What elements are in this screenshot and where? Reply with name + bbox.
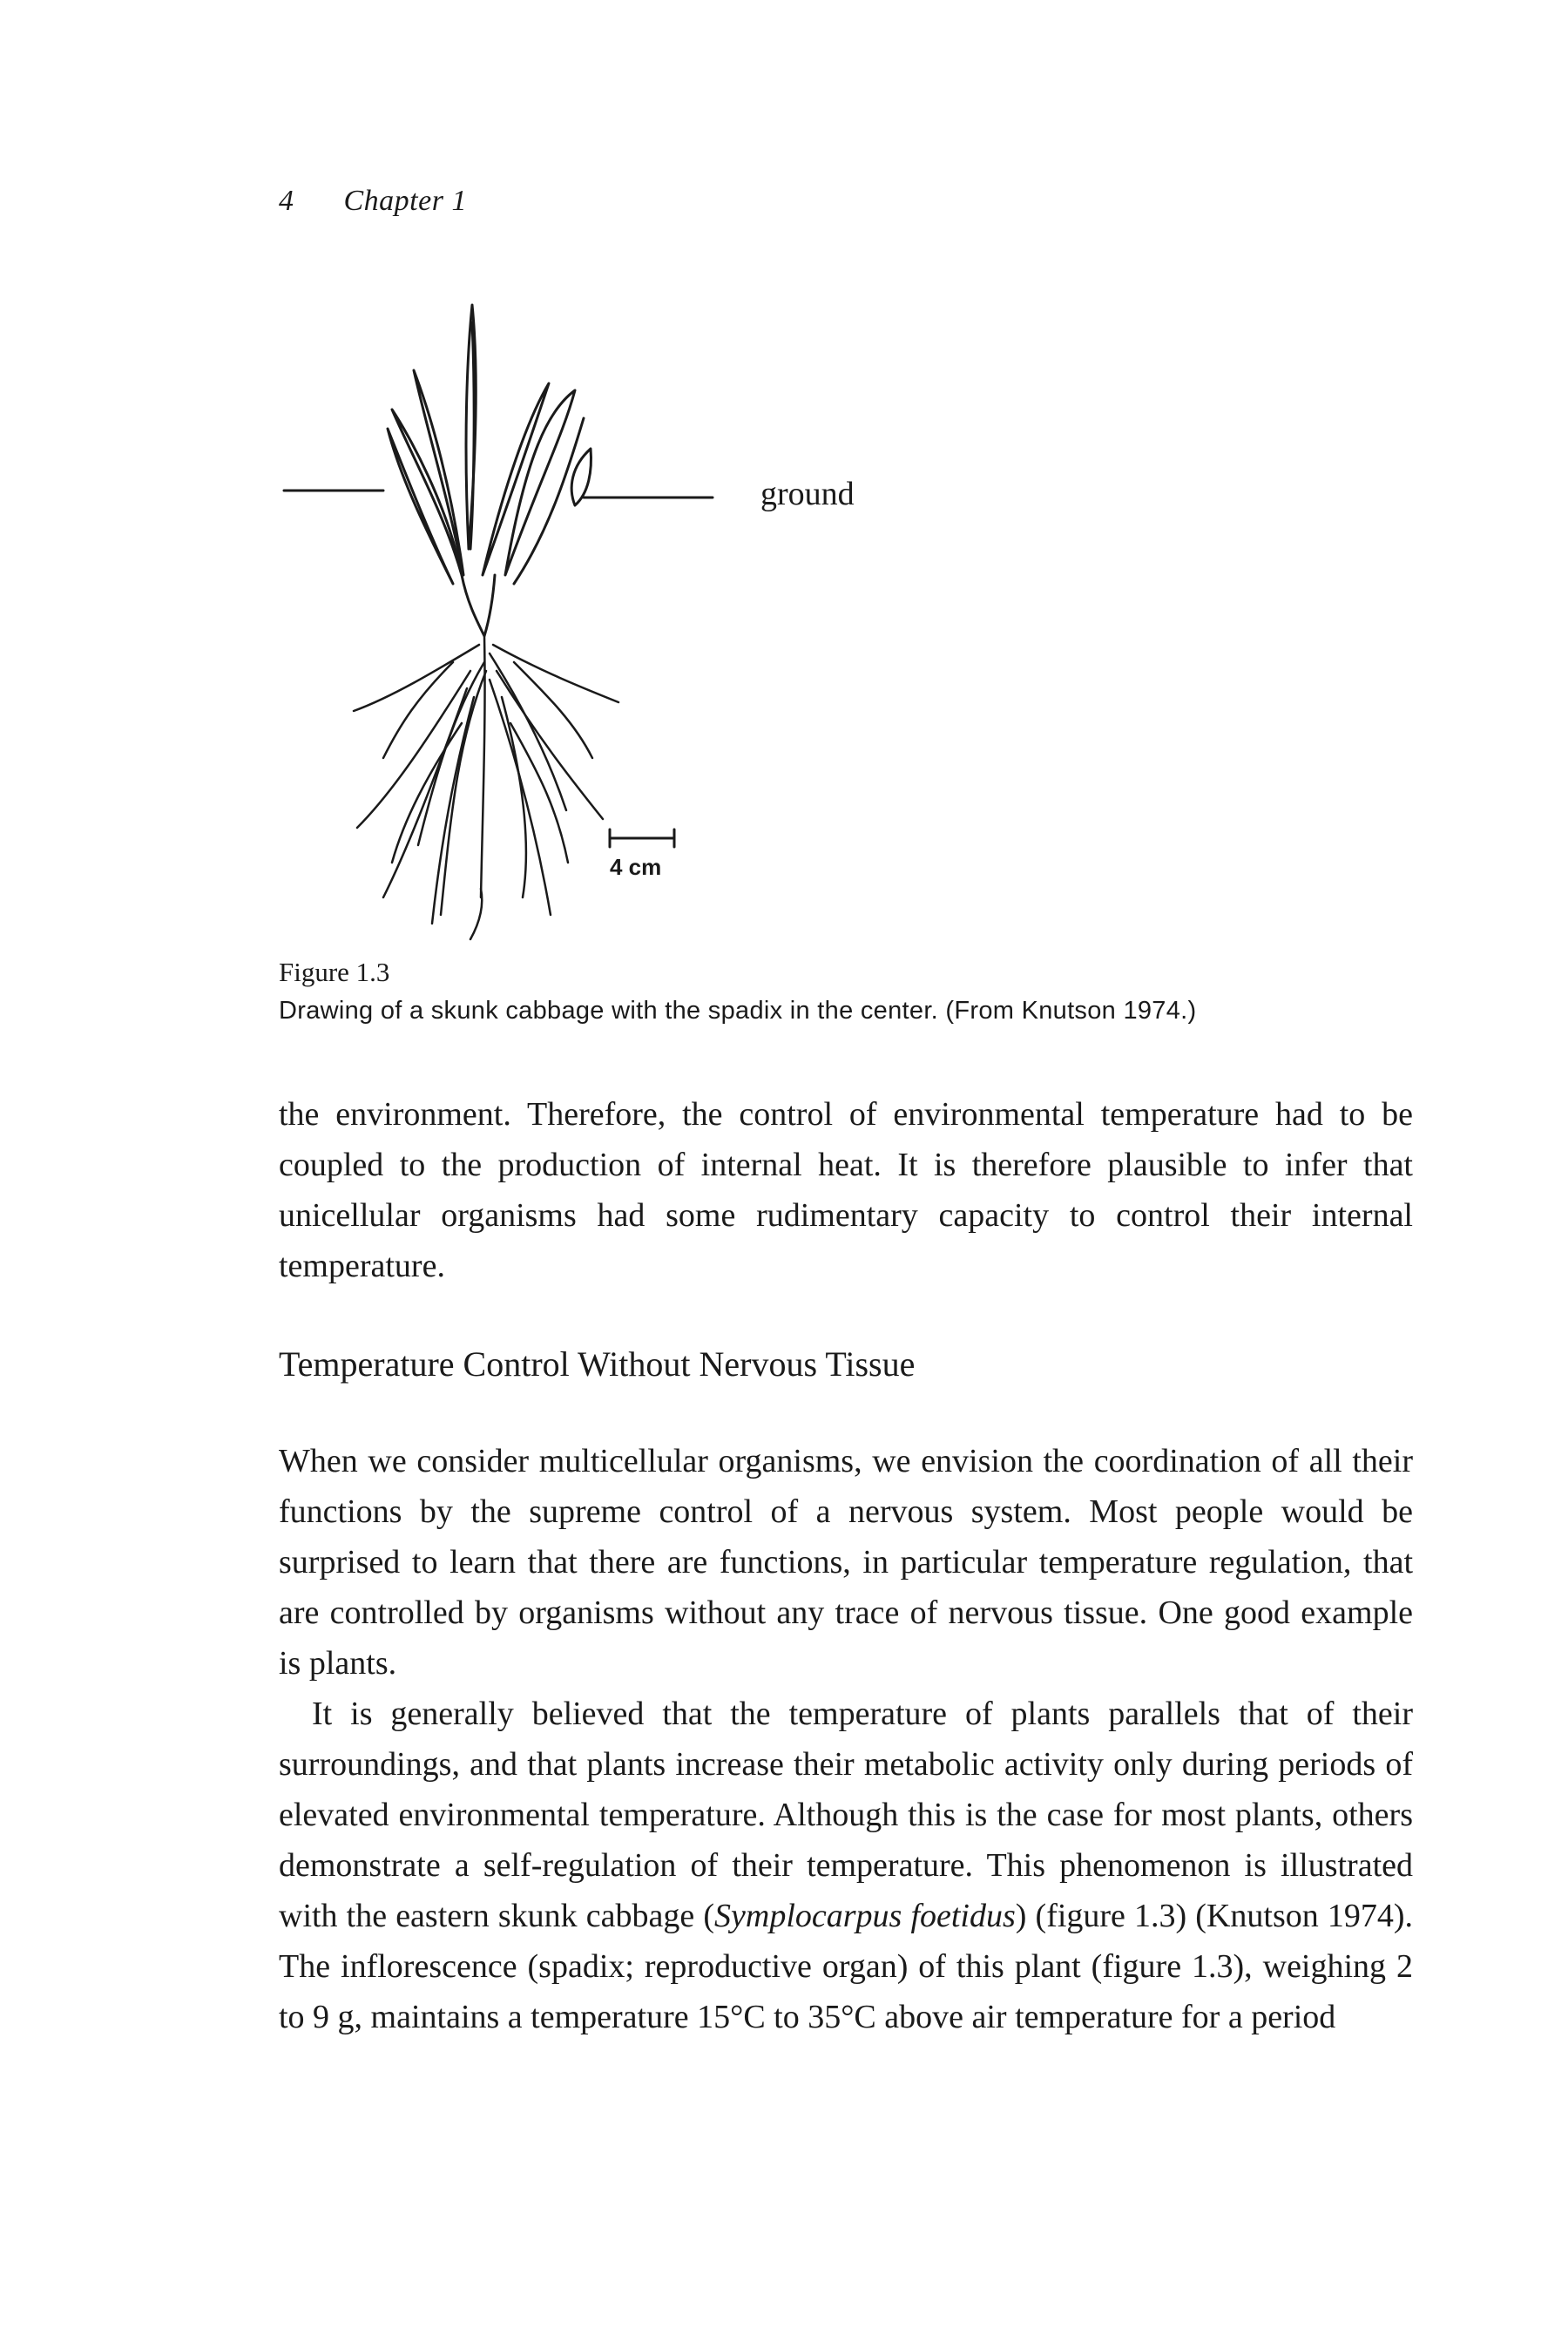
chapter-title: Chapter 1 [343,185,467,217]
figure-caption [279,953,1411,1030]
running-head [279,185,467,218]
paragraph-3 [279,1689,1413,2042]
leaves [388,305,591,636]
figure-description: Drawing of a skunk cabbage with the spadix in the center. (From Knutson 1974.) [279,997,1197,1025]
paragraph-3-part-a: It is generally believed that the temperature of plants parallels that of their surroundings, and that plants increase their metabolic activity only during periods of elevated environmental temperature. Although this is the case for most plants, others demonstrate a self-regulation of their temperature. This phenomenon is illustrated with the eastern skunk cabbage ( [279,1696,1413,1934]
scale-label: 4 cm [610,854,662,880]
section-heading: Temperature Control Without Nervous Tissue [279,1344,916,1384]
species-name: Symplocarpus foetidus [714,1898,1016,1934]
roots [354,636,618,939]
ground-label: ground [760,476,855,512]
skunk-cabbage-drawing [261,288,923,950]
page-number: 4 [279,185,294,217]
scale-bar [610,829,674,847]
figure-number: Figure 1.3 [279,957,390,987]
paragraph-3-part-b: ) (figure 1.3) (Knutson 1974). The inflorescence (spadix; reproductive organ) of this plant (figure 1.3), weighing 2 to 9 g, maintains a temperature 15°C to 35°C above air temperature for a period [279,1898,1413,2035]
paragraph-1: the environment. Therefore, the control of environmental temperature had to be coupled to the production of internal heat. It is therefore plausible to infer that unicellular organisms had some rudimentary capacity to control their internal temperature. [279,1096,1413,1284]
paragraph-2: When we consider multicellular organisms, we envision the coordination of all their functions by the supreme control of a nervous system. Most people would be surprised to learn that there are functions, in particular temperature regulation, that are controlled by organisms without any trace of nervous tissue. One good example is plants. [279,1443,1413,1682]
